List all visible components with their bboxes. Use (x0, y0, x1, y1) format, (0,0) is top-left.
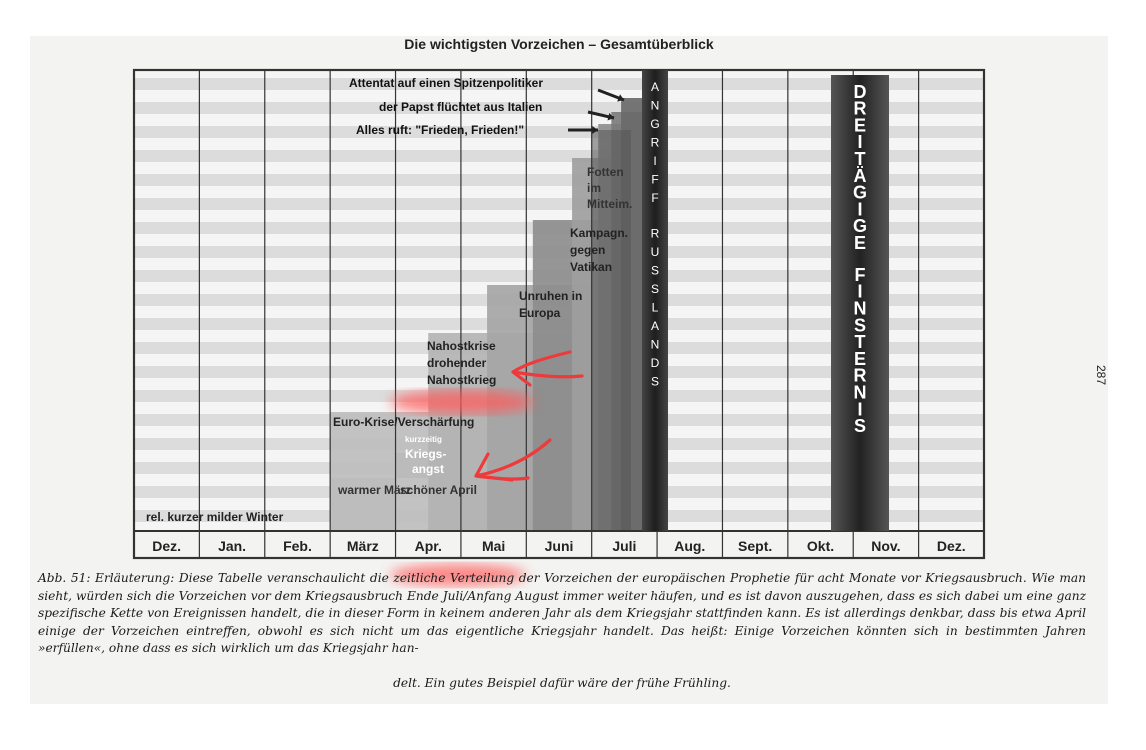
event-label: Nahostkrise (427, 339, 496, 353)
bar-letter: R (853, 365, 867, 386)
bar-letter: D (853, 81, 867, 102)
month-label: Okt. (806, 538, 835, 554)
bar-letter: I (857, 132, 863, 153)
red-highlight-blob (390, 390, 534, 414)
bar-letter: S (853, 416, 867, 437)
bar-letter: I (653, 154, 657, 169)
event-label: Vatikan (570, 260, 613, 274)
event-label: kurzzeitig (405, 435, 442, 444)
months-layer (152, 538, 965, 554)
month-label: Dez. (936, 538, 966, 554)
event-label: Alles ruft: "Frieden, Frieden!" (356, 123, 525, 137)
event-label: Kriegs- (405, 447, 447, 461)
bar-letter: Ä (853, 165, 867, 186)
month-label: Feb. (283, 538, 312, 554)
event-label: Mitteim. (587, 197, 633, 211)
month-label: Dez. (152, 538, 182, 554)
page-number: 287 (1094, 365, 1108, 386)
bar-letter: I (857, 399, 863, 420)
bar-letter: A (650, 80, 660, 95)
month-label: Jan. (218, 538, 247, 554)
event-label: der Papst flüchtet aus Italien (379, 100, 543, 114)
month-label: Juli (612, 538, 637, 554)
event-label: warmer März (338, 483, 412, 497)
event-label: angst (412, 462, 445, 476)
bar-letter: F (854, 264, 866, 285)
event-label: Europa (519, 306, 561, 320)
month-label: Apr. (414, 538, 442, 554)
bar-letter: R (650, 226, 660, 241)
bar-letter: D (650, 355, 660, 370)
bar-letter: T (854, 148, 866, 169)
bar-letter: U (650, 244, 660, 259)
event-label: drohender (427, 356, 487, 370)
bar-letter: S (650, 263, 660, 278)
bar-letter: S (650, 281, 660, 296)
event-label: Euro-Krise/Verschärfung (333, 415, 475, 429)
bar-letter: E (853, 348, 867, 369)
month-label: Mai (481, 538, 506, 554)
bar-letter: R (650, 135, 660, 150)
bar-letter: F (651, 191, 659, 206)
bar-letter: G (852, 216, 868, 237)
month-label: März (346, 538, 379, 554)
month-label: Nov. (871, 538, 901, 554)
event-label: Kampagn. (570, 226, 629, 240)
bar-letter: R (853, 98, 867, 119)
bar-letter: S (650, 374, 660, 389)
bar-letter: N (853, 298, 867, 319)
bar-letter: L (651, 300, 659, 315)
bar-letter: N (650, 98, 660, 113)
event-label: Fotten (587, 165, 624, 179)
event-label: Unruhen in (519, 289, 583, 303)
month-label: Juni (544, 538, 574, 554)
month-label: Aug. (674, 538, 706, 554)
bar-letter: G (650, 117, 660, 132)
event-label: Attentat auf einen Spitzenpolitiker (349, 76, 544, 90)
bar-letter: A (650, 318, 660, 333)
bar-letter: N (853, 382, 867, 403)
bar-letter: S (853, 315, 867, 336)
chart-title: Die wichtigsten Vorzeichen – Gesamtüberblick (404, 36, 714, 52)
bar-letter: E (853, 232, 867, 253)
event-label: im (587, 181, 602, 195)
event-label: Nahostkrieg (427, 373, 497, 387)
event-label: schöner April (400, 483, 477, 497)
bar-letter: N (650, 337, 660, 352)
bar-letter: G (852, 182, 868, 203)
event-label: rel. kurzer milder Winter (146, 510, 284, 524)
caption: Abb. 51: Erläuterung: Diese Tabelle veranschaulicht die zeitliche Verteilung der Vorzeichen der europäischen Prophetie für acht Monate vor Kriegsausbruch. Wie man sieht, würden sich die Vorzeichen vor dem Kriegsausbruch Ende Juli/Anfang August immer weiter häufen, und es ist davon auszugehen, dass es sich dabei um eine ganz spezifische Kette von Ereignissen handelt, die in dieser Form in keinem anderen Jahr als dem Kriegsjahr stattfinden kann. Es ist allerdings denkbar, dass bis etwa April einige der Vorzeichen eintreffen, obwohl es sich nicht um das eigentliche Kriegsjahr handelt. Das heißt: Einige Vorzeichen könnten sich in bestimmten Jahren »erfüllen«, ohne dass es sich wirklich um das Kriegsjahr han- (38, 571, 1086, 655)
month-label: Sept. (738, 538, 773, 554)
bar-letter: I (857, 281, 863, 302)
bar-letter: F (651, 172, 659, 187)
bar-letter: T (854, 332, 866, 353)
event-label: gegen (570, 243, 606, 257)
caption-last-line: delt. Ein gutes Beispiel dafür wäre der frühe Frühling. (393, 676, 731, 690)
bar-letter: E (853, 115, 867, 136)
bar-letter: I (857, 199, 863, 220)
